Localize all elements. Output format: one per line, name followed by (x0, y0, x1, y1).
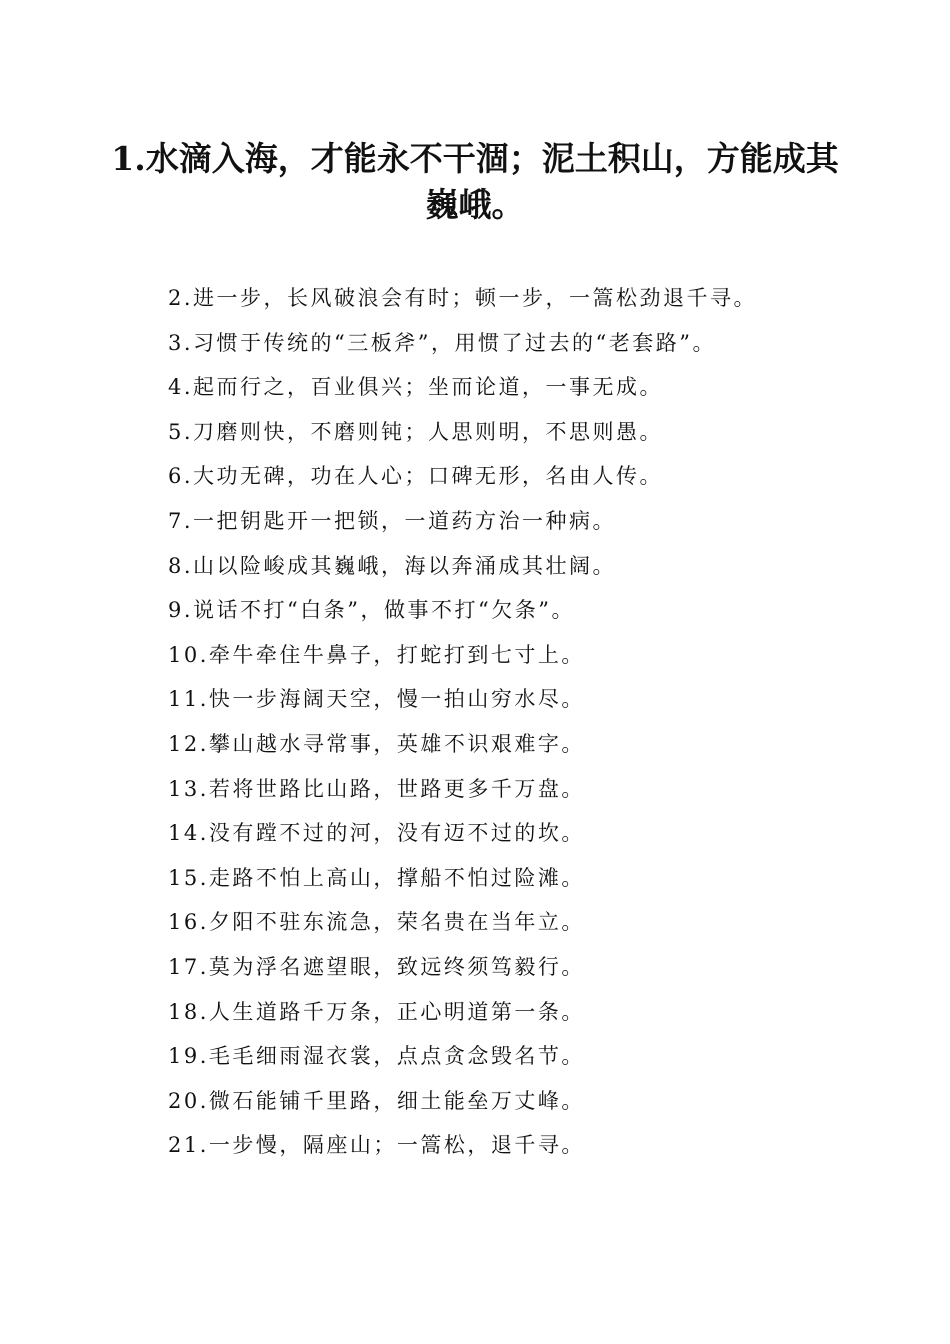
document-title: 1.水滴入海，才能永不干涸；泥土积山，方能成其巍峨。 (111, 139, 839, 224)
list-item: 6.大功无碑，功在人心；口碑无形，名由人传。 (168, 464, 664, 489)
list-item: 21.一步慢，隔座山；一篙松，退千寻。 (168, 1133, 585, 1158)
list-item: 15.走路不怕上高山，撑船不怕过险滩。 (168, 865, 585, 890)
list-item: 10.牵牛牵住牛鼻子，打蛇打到七寸上。 (168, 642, 585, 667)
list-item: 7.一把钥匙开一把锁，一道药方治一种病。 (168, 508, 617, 533)
list-item: 2.进一步，长风破浪会有时；顿一步，一篙松劲退千寻。 (168, 286, 758, 310)
list-item: 13.若将世路比山路，世路更多千万盘。 (168, 776, 585, 801)
list-item: 5.刀磨则快，不磨则钝；人思则明，不思则愚。 (168, 419, 664, 444)
list-item: 4.起而行之，百业俱兴；坐而论道，一事无成。 (168, 375, 664, 400)
list-item: 9.说话不打“白条”，做事不打“欠条”。 (168, 598, 575, 623)
list-item: 19.毛毛细雨湿衣裳，点点贪念毁名节。 (168, 1044, 585, 1069)
list-item: 12.攀山越水寻常事，英雄不识艰难字。 (168, 731, 585, 756)
list-item: 3.习惯于传统的“三板斧”，用惯了过去的“老套路”。 (168, 330, 716, 355)
list-item: 18.人生道路千万条，正心明道第一条。 (168, 999, 585, 1024)
list-item: 11.快一步海阔天空，慢一拍山穷水尽。 (168, 687, 585, 712)
list-item: 14.没有蹚不过的河，没有迈不过的坎。 (168, 821, 585, 846)
list-item: 20.微石能铺千里路，细土能垒万丈峰。 (168, 1088, 585, 1113)
quote-list (168, 276, 888, 1168)
list-item: 16.夕阳不驻东流急，荣名贵在当年立。 (168, 910, 585, 935)
list-item: 8.山以险峻成其巍峨，海以奔涌成其壮阔。 (168, 553, 617, 578)
list-item: 17.莫为浮名遮望眼，致远终须笃毅行。 (168, 954, 585, 979)
